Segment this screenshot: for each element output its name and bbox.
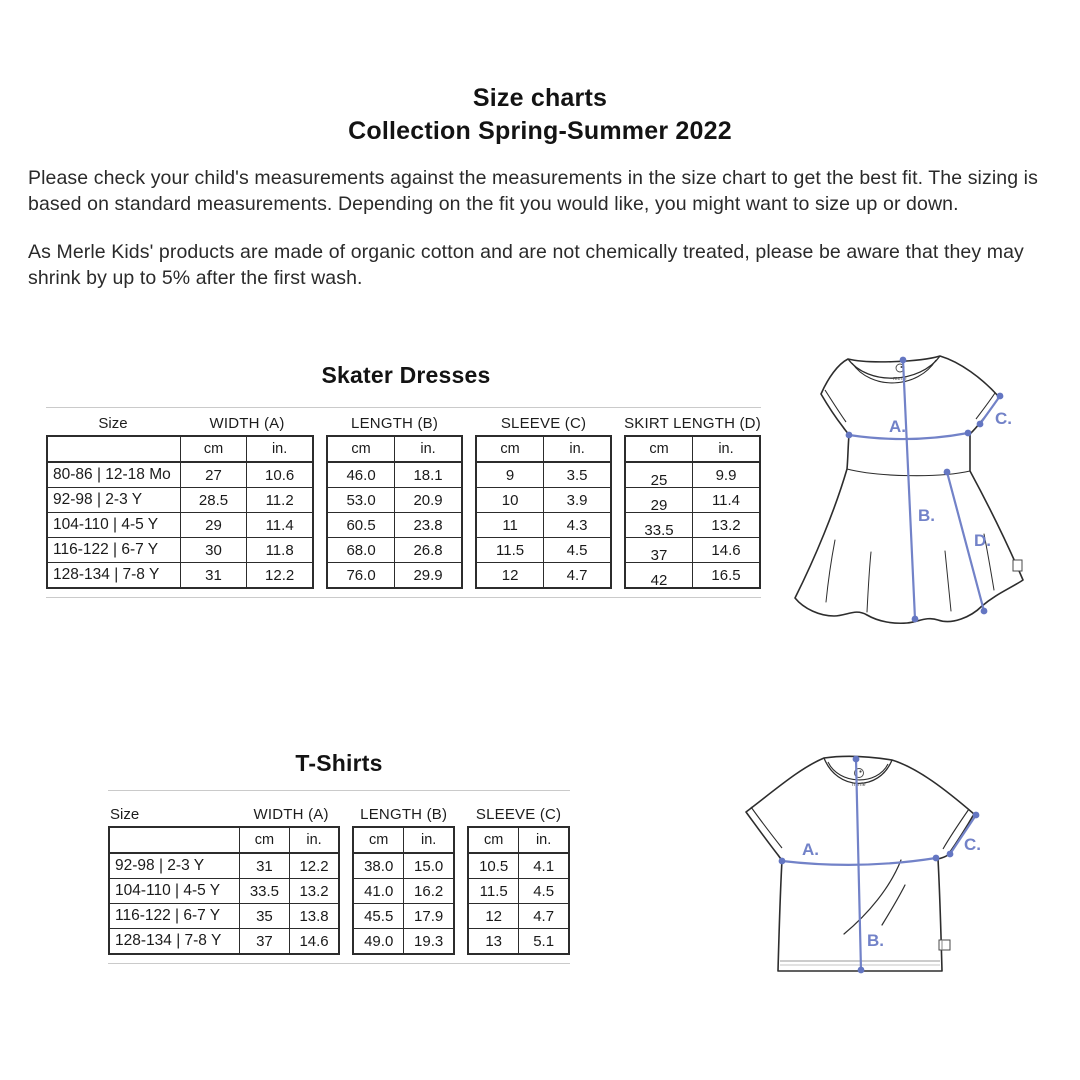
- size-column-label: Size: [98, 415, 128, 432]
- size-row: [476, 563, 611, 589]
- dress-diagram: [780, 340, 1080, 650]
- measurement-value: 29: [205, 516, 222, 534]
- size-row: [476, 488, 611, 513]
- column-header-row: [475, 408, 612, 435]
- value-cell: [247, 563, 313, 589]
- measurement-value: 12: [501, 566, 519, 584]
- measurement-value: 19.3: [414, 932, 444, 950]
- measurement-value: 11.8: [265, 541, 294, 559]
- tshirts-size-table: [108, 790, 570, 964]
- group-label: WIDTH (A): [209, 415, 285, 432]
- value-cell: [395, 538, 462, 563]
- value-cell: [476, 538, 544, 563]
- measurement-value: 15.0: [414, 857, 444, 875]
- measurements-table: [624, 435, 761, 589]
- measurement-value: 11.5: [479, 882, 508, 900]
- size-range-cell: 116-122 | 6-7 Y: [109, 904, 240, 929]
- value-cell: [247, 513, 313, 538]
- measurement-value: 37: [256, 932, 273, 950]
- group-label: LENGTH (B): [360, 806, 448, 823]
- measurement-value: 60.5: [346, 516, 376, 534]
- measurement-value: 4.3: [566, 516, 588, 534]
- value-cell: [693, 488, 760, 513]
- intro-paragraph-shrink: As Merle Kids' products are made of organic cotton and are not chemically treated, please be aware that they may shrink by up to 5% after the first wash.: [28, 241, 1024, 289]
- measurement-value: 9: [505, 466, 515, 484]
- size-row: [476, 513, 611, 538]
- value-cell: [180, 462, 246, 488]
- size-range-cell: 104-110 | 4-5 Y: [109, 879, 240, 904]
- measurement-value: 41.0: [364, 882, 394, 900]
- measurements-table: [467, 826, 570, 955]
- value-cell: [247, 538, 313, 563]
- measure-label-c: C.: [964, 835, 981, 854]
- size-row: [109, 929, 339, 955]
- measurement-value: 30: [205, 541, 222, 559]
- size-range-cell: 128-134 | 7-8 Y: [109, 929, 240, 955]
- group-label: SKIRT LENGTH (D): [624, 415, 761, 432]
- measurement-value: 49.0: [364, 932, 394, 950]
- value-cell: [519, 929, 569, 955]
- divider-line: [46, 597, 761, 598]
- measurement-value: 29: [650, 496, 668, 514]
- measurements-table: [46, 435, 314, 589]
- measurement-value: 11.4: [711, 491, 741, 509]
- measurement-value: 3.5: [566, 466, 588, 484]
- group-label: SLEEVE (C): [475, 806, 562, 823]
- value-cell: [693, 538, 760, 563]
- measurement-value: 16.5: [711, 566, 741, 584]
- brand-logo-text: merle: [893, 376, 907, 382]
- size-row: [353, 879, 454, 904]
- size-row: [327, 513, 462, 538]
- size-row: [468, 929, 569, 955]
- measurement-value: 13: [485, 932, 503, 950]
- size-row: [47, 538, 313, 563]
- measurement-value: 28.5: [198, 491, 229, 509]
- size-row: [468, 879, 569, 904]
- value-cell: [468, 879, 519, 904]
- size-row: [625, 563, 760, 589]
- value-cell: [625, 513, 692, 538]
- size-row: [109, 853, 339, 879]
- value-cell: [180, 538, 246, 563]
- measurement-value: 26.8: [413, 541, 443, 559]
- size-row: [468, 853, 569, 879]
- measurement-value: 46.0: [346, 466, 376, 484]
- tshirt-side-tag: [939, 940, 950, 950]
- measurement-value: 76.0: [346, 566, 376, 584]
- page-title-line2: Collection Spring-Summer 2022: [348, 117, 732, 145]
- measure-label-d: D.: [974, 531, 991, 550]
- skater-dresses-size-table: [46, 407, 761, 598]
- unit-header: cm: [180, 436, 246, 462]
- value-cell: [476, 513, 544, 538]
- size-row: [468, 904, 569, 929]
- measurement-value: 27: [205, 466, 222, 484]
- measurement-value: 33.5: [249, 882, 280, 900]
- unit-header-row: [353, 827, 454, 853]
- value-cell: [519, 904, 569, 929]
- value-cell: [404, 879, 454, 904]
- value-cell: [289, 904, 339, 929]
- tshirt-table-body: [108, 791, 570, 955]
- measurement-value: 35: [256, 907, 273, 925]
- value-cell: [625, 563, 692, 589]
- unit-header: cm: [327, 436, 394, 462]
- size-row: [476, 462, 611, 488]
- measurements-table: [108, 826, 340, 955]
- size-row: [625, 462, 760, 488]
- size-row: [109, 904, 339, 929]
- measurement-value: 4.7: [533, 907, 555, 925]
- size-row: [353, 929, 454, 955]
- value-cell: [327, 538, 394, 563]
- value-cell: [625, 462, 692, 488]
- unit-header: in.: [404, 827, 454, 853]
- dress-side-tag: [1013, 560, 1022, 571]
- measurement-value: 68.0: [346, 541, 376, 559]
- page-title: [0, 82, 1080, 148]
- empty-header-cell: [109, 827, 240, 853]
- value-cell: [404, 853, 454, 879]
- measurement-group: [46, 408, 314, 589]
- empty-header-cell: [47, 436, 180, 462]
- intro-paragraph-fit: Please check your child's measurements against the measurements in the size chart to get the best fit. The sizing is based on standard measurements. Depending on the fit you would like, you might want to size up or down.: [28, 167, 1038, 215]
- measurement-value: 9.9: [715, 466, 737, 484]
- value-cell: [289, 879, 339, 904]
- measurement-value: 53.0: [346, 491, 376, 509]
- measure-label-a: A.: [889, 417, 906, 436]
- value-cell: [468, 853, 519, 879]
- value-cell: [395, 563, 462, 589]
- unit-header: in.: [544, 436, 611, 462]
- measure-label-b: B.: [918, 506, 935, 525]
- column-header-row: [624, 408, 761, 435]
- unit-header-row: [47, 436, 313, 462]
- measurement-value: 11.5: [496, 541, 525, 559]
- value-cell: [395, 488, 462, 513]
- value-cell: [544, 488, 611, 513]
- unit-header: in.: [395, 436, 462, 462]
- measurements-table: [475, 435, 612, 589]
- brand-logo-text: merle: [852, 782, 866, 788]
- size-row: [625, 538, 760, 563]
- size-row: [47, 462, 313, 488]
- measurement-value: 12: [485, 907, 503, 925]
- value-cell: [693, 563, 760, 589]
- value-cell: [353, 904, 403, 929]
- value-cell: [519, 879, 569, 904]
- value-cell: [468, 929, 519, 955]
- measurement-value: 10.6: [265, 466, 295, 484]
- value-cell: [240, 904, 290, 929]
- size-row: [476, 538, 611, 563]
- measure-label-c: C.: [995, 409, 1012, 428]
- measurement-value: 16.2: [414, 882, 444, 900]
- measurement-value: 18.1: [413, 466, 443, 484]
- measurement-value: 29.9: [413, 566, 443, 584]
- measurement-value: 14.6: [711, 541, 741, 559]
- measurement-value: 11: [502, 516, 518, 534]
- value-cell: [353, 929, 403, 955]
- unit-header-row: [476, 436, 611, 462]
- size-row: [353, 853, 454, 879]
- value-cell: [544, 462, 611, 488]
- value-cell: [353, 853, 403, 879]
- value-cell: [468, 904, 519, 929]
- measurement-group: [624, 408, 761, 589]
- value-cell: [625, 538, 692, 563]
- size-range-cell: 92-98 | 2-3 Y: [109, 853, 240, 879]
- value-cell: [240, 879, 290, 904]
- measurement-value: 11.4: [265, 516, 294, 534]
- value-cell: [353, 879, 403, 904]
- group-label: WIDTH (A): [253, 806, 329, 823]
- measurement-group: [326, 408, 463, 589]
- value-cell: [544, 538, 611, 563]
- unit-header: in.: [289, 827, 339, 853]
- column-header-row: [46, 408, 314, 435]
- measurement-value: 10: [501, 491, 519, 509]
- measurement-value: 12.2: [265, 566, 295, 584]
- size-row: [47, 563, 313, 589]
- measurement-group: [108, 791, 340, 955]
- measurements-table: [352, 826, 455, 955]
- measurement-value: 13.2: [711, 516, 741, 534]
- unit-header: in.: [693, 436, 760, 462]
- value-cell: [404, 929, 454, 955]
- value-cell: [476, 563, 544, 589]
- value-cell: [180, 488, 246, 513]
- size-row: [353, 904, 454, 929]
- size-row: [327, 462, 462, 488]
- measurement-value: 23.8: [413, 516, 443, 534]
- value-cell: [544, 563, 611, 589]
- unit-header-row: [109, 827, 339, 853]
- group-label: SLEEVE (C): [500, 415, 587, 432]
- value-cell: [180, 513, 246, 538]
- column-header-row: [467, 791, 570, 826]
- value-cell: [404, 904, 454, 929]
- measurement-value: 4.5: [533, 882, 555, 900]
- value-cell: [247, 488, 313, 513]
- value-cell: [476, 488, 544, 513]
- measurement-value: 31: [205, 566, 222, 584]
- value-cell: [327, 462, 394, 488]
- size-row: [109, 879, 339, 904]
- measurement-value: 25: [650, 471, 668, 489]
- value-cell: [519, 853, 569, 879]
- unit-header: in.: [247, 436, 313, 462]
- measurement-value: 38.0: [364, 857, 394, 875]
- measurement-value: 11.2: [265, 491, 294, 509]
- intro-text: [28, 165, 1052, 291]
- measurement-group: [352, 791, 455, 955]
- value-cell: [544, 513, 611, 538]
- unit-header-row: [327, 436, 462, 462]
- value-cell: [476, 462, 544, 488]
- value-cell: [240, 929, 290, 955]
- value-cell: [395, 513, 462, 538]
- page-title-line1: Size charts: [472, 84, 608, 112]
- measure-label-b: B.: [867, 931, 884, 950]
- unit-header: cm: [240, 827, 290, 853]
- value-cell: [693, 462, 760, 488]
- value-cell: [693, 513, 760, 538]
- size-range-cell: 128-134 | 7-8 Y: [47, 563, 180, 589]
- measurement-value: 17.9: [414, 907, 444, 925]
- measurement-value: 45.5: [364, 907, 394, 925]
- skater-table-body: [46, 408, 761, 589]
- value-cell: [625, 488, 692, 513]
- value-cell: [327, 563, 394, 589]
- unit-header: in.: [519, 827, 569, 853]
- unit-header: cm: [468, 827, 519, 853]
- column-header-row: [326, 408, 463, 435]
- skater-dresses-heading: Skater Dresses: [321, 362, 491, 388]
- measurement-value: 13.8: [299, 907, 329, 925]
- measurement-group: [467, 791, 570, 955]
- measurement-value: 37: [650, 546, 668, 564]
- value-cell: [395, 462, 462, 488]
- measurements-table: [326, 435, 463, 589]
- size-row: [327, 563, 462, 589]
- measurement-value: 12.2: [299, 857, 329, 875]
- size-range-cell: 92-98 | 2-3 Y: [47, 488, 180, 513]
- measurement-value: 10.5: [479, 857, 509, 875]
- group-label: LENGTH (B): [351, 415, 439, 432]
- unit-header-row: [625, 436, 760, 462]
- measurement-value: 14.6: [299, 932, 329, 950]
- unit-header: cm: [476, 436, 544, 462]
- size-row: [327, 538, 462, 563]
- unit-header-row: [468, 827, 569, 853]
- column-header-row: [352, 791, 455, 826]
- measurement-value: 20.9: [413, 491, 443, 509]
- measure-label-a: A.: [802, 840, 819, 859]
- value-cell: [289, 853, 339, 879]
- value-cell: [247, 462, 313, 488]
- value-cell: [289, 929, 339, 955]
- measurement-value: 13.2: [299, 882, 329, 900]
- measurement-value: 4.5: [566, 541, 588, 559]
- size-range-cell: 104-110 | 4-5 Y: [47, 513, 180, 538]
- column-header-row: [108, 791, 340, 826]
- measurement-value: 5.1: [533, 932, 555, 950]
- divider-line: [108, 963, 570, 964]
- size-row: [47, 488, 313, 513]
- size-row: [327, 488, 462, 513]
- measurement-value: 4.7: [566, 566, 588, 584]
- measurement-value: 31: [256, 857, 273, 875]
- size-row: [625, 488, 760, 513]
- unit-header: cm: [625, 436, 692, 462]
- size-row: [47, 513, 313, 538]
- measurement-value: 42: [650, 571, 668, 589]
- tshirts-heading: T-Shirts: [295, 750, 383, 776]
- measurement-group: [475, 408, 612, 589]
- size-column-label: Size: [110, 806, 140, 823]
- value-cell: [327, 513, 394, 538]
- value-cell: [327, 488, 394, 513]
- value-cell: [240, 853, 290, 879]
- size-row: [625, 513, 760, 538]
- size-range-cell: 80-86 | 12-18 Mo: [47, 462, 180, 488]
- unit-header: cm: [353, 827, 403, 853]
- tshirt-diagram: [720, 750, 1020, 1000]
- value-cell: [180, 563, 246, 589]
- measurement-value: 4.1: [533, 857, 555, 875]
- size-range-cell: 116-122 | 6-7 Y: [47, 538, 180, 563]
- measurement-value: 3.9: [566, 491, 588, 509]
- measurement-value: 33.5: [644, 521, 674, 539]
